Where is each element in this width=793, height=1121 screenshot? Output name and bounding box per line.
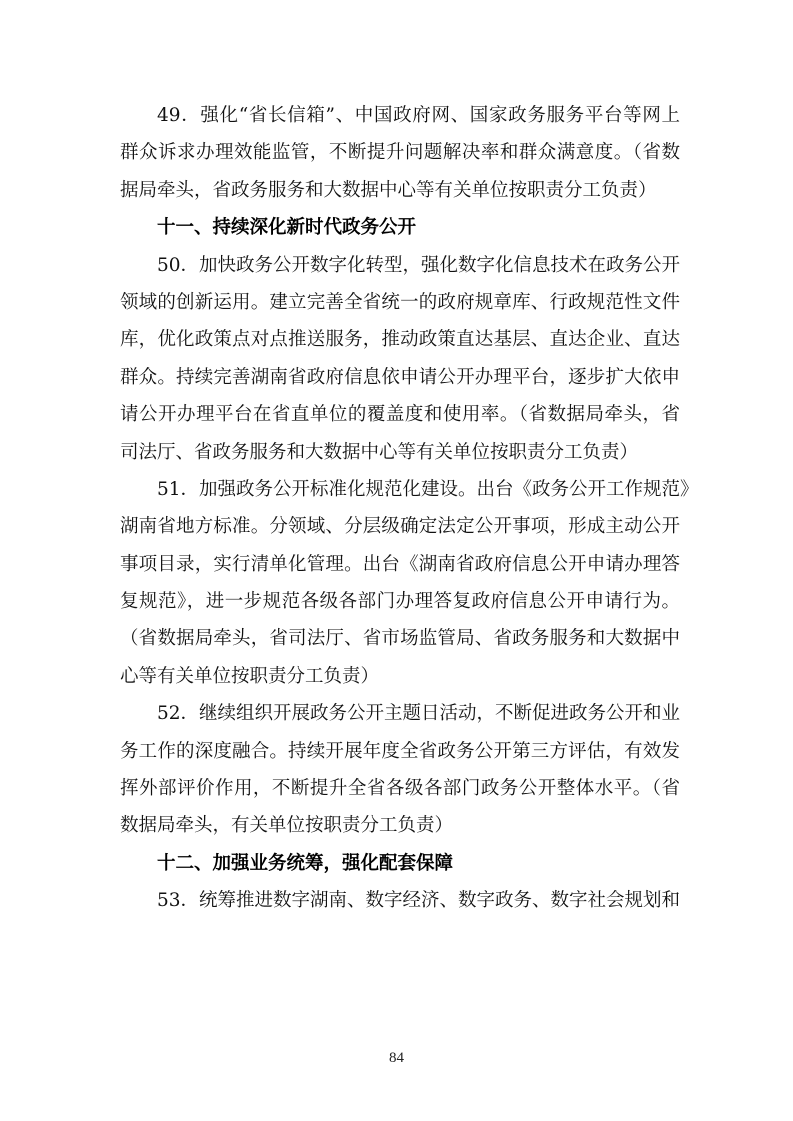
paragraph-line: 数据局牵头，有关单位按职责分工负责） (120, 815, 454, 837)
paragraph-line: 53．统筹推进数字湖南、数字经济、数字政务、数字社会规划和 (157, 890, 681, 912)
paragraph-line: 群众。持续完善湖南省政府信息依申请公开办理平台，逐步扩大依申 (120, 366, 680, 388)
paragraph-line: 事项目录，实行清单化管理。出台《湖南省政府信息公开申请办理答 (120, 553, 680, 575)
paragraph-line: 领域的创新运用。建立完善全省统一的政府规章库、行政规范性文件 (120, 291, 680, 313)
section-heading: 十二、加强业务统筹，强化配套保障 (157, 852, 454, 874)
paragraph-line: 库，优化政策点对点推送服务，推动政策直达基层、直达企业、直达 (120, 329, 680, 351)
paragraph-line: 务工作的深度融合。持续开展年度全省政务公开第三方评估，有效发 (120, 740, 680, 762)
paragraph-line: （省数据局牵头，省司法厅、省市场监管局、省政务服务和大数据中 (120, 628, 680, 650)
document-body (120, 97, 699, 920)
paragraph-line: 司法厅、省政务服务和大数据中心等有关单位按职责分工负责） (120, 441, 639, 463)
page-number: 84 (389, 1050, 404, 1066)
paragraph-line: 51．加强政务公开标准化规范化建设。出台《政务公开工作规范》 (157, 478, 699, 500)
paragraph-line: 心等有关单位按职责分工负责） (120, 665, 380, 687)
paragraph-line: 49．强化“省长信箱”、中国政府网、国家政务服务平台等网上 (157, 105, 680, 126)
paragraph-line: 请公开办理平台在省直单位的覆盖度和使用率。（省数据局牵头，省 (120, 404, 680, 426)
paragraph-line: 湖南省地方标准。分领域、分层级确定法定公开事项，形成主动公开 (120, 516, 680, 538)
paragraph-line: 群众诉求办理效能监管，不断提升问题解决率和群众满意度。（省数 (120, 142, 680, 164)
paragraph-line: 据局牵头，省政务服务和大数据中心等有关单位按职责分工负责） (120, 179, 657, 201)
section-heading: 十一、持续深化新时代政务公开 (157, 217, 417, 239)
paragraph-line: 52．继续组织开展政务公开主题日活动，不断促进政务公开和业 (157, 703, 681, 725)
paragraph-line: 挥外部评价作用，不断提升全省各级各部门政务公开整体水平。（省 (120, 778, 680, 800)
paragraph-line: 复规范》，进一步规范各级各部门办理答复政府信息公开申请行为。 (120, 591, 680, 613)
paragraph-line: 50．加快政务公开数字化转型，强化数字化信息技术在政务公开 (157, 254, 681, 276)
